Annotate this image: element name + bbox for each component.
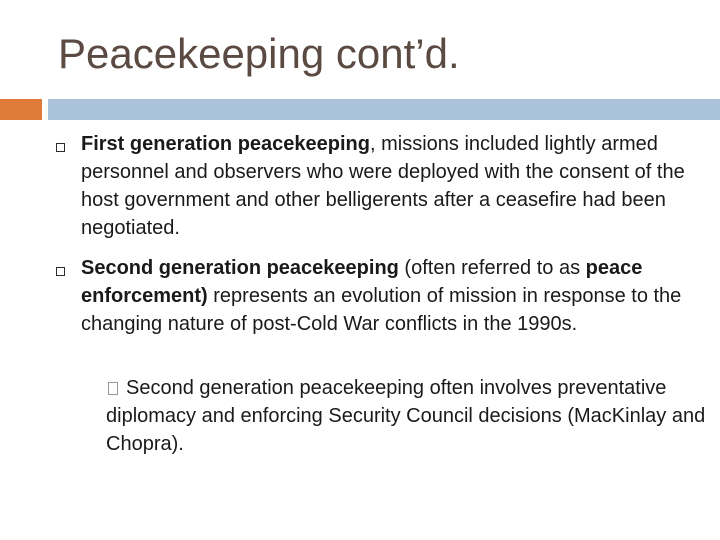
bullet-text: (often referred to as	[398, 257, 586, 279]
slide-title: Peacekeeping cont’d.	[58, 30, 460, 77]
bullet-item-second-generation	[81, 254, 706, 338]
bullet-bold-term: peace enforcement)	[81, 257, 643, 307]
bullet-item-first-generation	[81, 130, 706, 242]
sub-bullet-text: Second generation peacekeeping often involves preventative diplomacy and enforcing Security Council decisions (MacKinlay and Chopra).	[106, 377, 706, 455]
bullet-text: represents an evolution of mission in response to the changing nature of post-Cold War conflicts in the 1990s.	[81, 285, 682, 335]
sub-bullet-item	[106, 374, 716, 458]
accent-bar	[0, 99, 42, 120]
title-divider-bar	[48, 99, 720, 120]
hollow-square-bullet-icon	[56, 267, 65, 276]
bullet-bold-lead: Second generation peacekeeping	[81, 257, 399, 279]
hollow-square-bullet-icon	[56, 143, 65, 152]
bullet-text: , missions included lightly armed personnel and observers who were deployed with the consent of the host government and other belligerents after a ceasefire had been negotiated.	[81, 133, 685, 239]
bullet-bold-lead: First generation peacekeeping	[81, 133, 370, 155]
placeholder-box-icon	[108, 382, 118, 395]
